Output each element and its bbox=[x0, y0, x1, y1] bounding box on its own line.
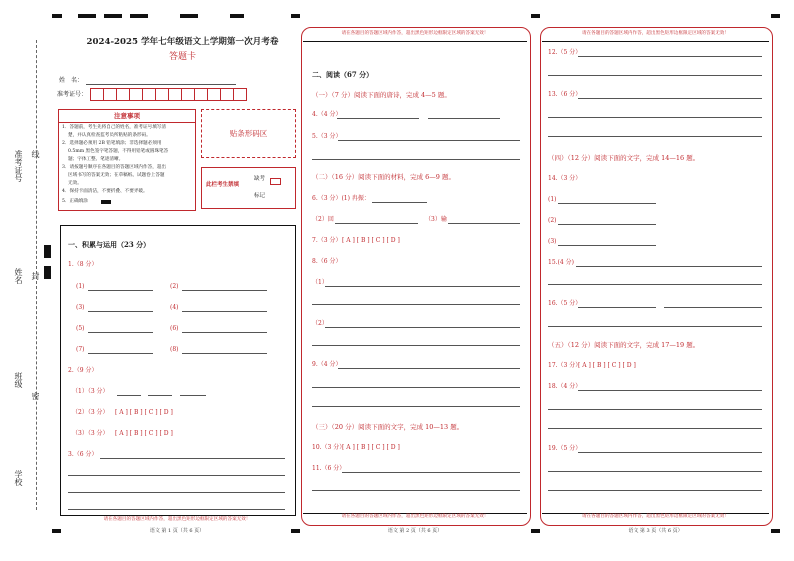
exam-flag-label: 此栏考生禁填 bbox=[206, 182, 240, 188]
q6-3-answer-line[interactable] bbox=[448, 223, 520, 224]
q5-answer-line[interactable] bbox=[312, 159, 520, 160]
q4-label: 4.（4 分） bbox=[312, 111, 342, 118]
notice-box bbox=[58, 109, 196, 211]
q13-answer-line[interactable] bbox=[578, 98, 762, 99]
q8-2-label: （2） bbox=[312, 320, 328, 327]
page2-warning-bottom: 请在各题目的答题区域内作答，超出黑色矩形边框限定区域的答案无效！ bbox=[341, 514, 489, 519]
q1-label: 1.（8 分） bbox=[68, 261, 98, 268]
q2-1-answer-line[interactable] bbox=[117, 395, 141, 396]
q13-answer-line[interactable] bbox=[548, 136, 762, 137]
q10-label: 10.（3 分） bbox=[312, 444, 346, 451]
q15-label: 15.(4 分) bbox=[548, 259, 574, 266]
timing-mark bbox=[230, 14, 244, 18]
notice-rule: 区域书写的答案无效；在草稿纸、试题卷上答题 bbox=[62, 173, 165, 178]
q1-item-label: (7) bbox=[76, 346, 85, 353]
q17-label: 17.（3 分） bbox=[548, 362, 582, 369]
q2-1-answer-line[interactable] bbox=[180, 395, 206, 396]
exam-flag-box bbox=[201, 167, 296, 209]
q3-answer-line[interactable] bbox=[100, 458, 285, 459]
binding-name-label: 姓名 bbox=[14, 268, 23, 284]
part3-label: （三）（20 分）阅读下面的文字，完成 10—13 题。 bbox=[312, 423, 464, 431]
notice-rule: 0.5mm 黑色签字笔答题，不得用铅笔或圆珠笔答 bbox=[62, 149, 169, 154]
page3-inner-frame bbox=[542, 41, 769, 514]
q12-answer-line[interactable] bbox=[578, 56, 762, 57]
notice-rule: 2．选择题必须用 2B 铅笔填涂；非选择题必须用 bbox=[62, 141, 162, 146]
q1-answer-line[interactable] bbox=[88, 332, 153, 333]
binding-dashed-line bbox=[36, 40, 37, 510]
page-title: 2024-2025 学年七年级语文上学期第一次月考卷 bbox=[86, 37, 279, 47]
timing-mark bbox=[180, 14, 198, 18]
q11-answer-line[interactable] bbox=[312, 490, 520, 491]
q19-label: 19.（5 分） bbox=[548, 445, 582, 452]
timing-mark bbox=[44, 266, 51, 279]
part1-label: （一）（7 分）阅读下面的唐诗，完成 4—5 题。 bbox=[312, 91, 451, 99]
page3-warning-top: 请在各题目的答题区域内作答，超出黑色矩形边框限定区域的答案无效！ bbox=[581, 31, 729, 36]
q7-choices[interactable]: [ A ] [ B ] [ C ] [ D ] bbox=[342, 237, 400, 244]
timing-mark bbox=[104, 14, 122, 18]
q9-answer-line[interactable] bbox=[338, 368, 520, 369]
q3-answer-line[interactable] bbox=[68, 509, 285, 510]
notice-rule: 无效。 bbox=[62, 181, 82, 186]
timing-mark bbox=[130, 14, 148, 18]
q13-label: 13.（6 分） bbox=[548, 91, 582, 98]
section2-title: 二、阅读（67 分） bbox=[312, 70, 374, 79]
q19-answer-line[interactable] bbox=[548, 490, 762, 491]
timing-mark bbox=[771, 529, 780, 533]
notice-rule: 5．正确填涂 bbox=[62, 199, 88, 204]
q14-item-label: (1) bbox=[548, 196, 557, 203]
q2-label: 2.（9 分） bbox=[68, 367, 98, 374]
notice-rule: 3．请按题号顺序在各题目的答题区域内作答，超出 bbox=[62, 165, 166, 170]
name-field[interactable] bbox=[86, 84, 236, 85]
q16-answer-line[interactable] bbox=[548, 326, 762, 327]
q2-2-label: （2）（3 分） bbox=[72, 409, 109, 416]
binding-class-label: 班级 bbox=[14, 372, 23, 388]
q1-item-label: (4) bbox=[170, 304, 179, 311]
q1-item-label: (2) bbox=[170, 283, 179, 290]
q11-answer-line[interactable] bbox=[342, 472, 520, 473]
q18-answer-line[interactable] bbox=[578, 390, 762, 391]
q6-2-answer-line[interactable] bbox=[335, 223, 418, 224]
page3-footer: 语文 第 3 页（共 6 页） bbox=[628, 528, 683, 534]
q9-label: 9.（4 分） bbox=[312, 361, 342, 368]
notice-rule: 题；字体工整、笔迹清晰。 bbox=[62, 157, 124, 162]
q8-2-answer-line[interactable] bbox=[325, 327, 520, 328]
q1-answer-line[interactable] bbox=[88, 290, 153, 291]
page3-warning-bottom: 请在各题目的答题区域内作答，超出黑色矩形边框限定区域的答案无效！ bbox=[581, 514, 729, 519]
binding-mi-label: 密 bbox=[31, 392, 40, 400]
page1-warning: 请在各题目的答题区域内作答，超出黑色矩形边框限定区域的答案无效！ bbox=[103, 517, 251, 522]
q6-3-label: （3）输 bbox=[425, 216, 447, 223]
q1-item-label: (5) bbox=[76, 325, 85, 332]
q2-1-label: （1）（3 分） bbox=[72, 388, 109, 395]
q14-item-label: (2) bbox=[548, 217, 557, 224]
section1-title: 一、积累与运用（23 分） bbox=[68, 240, 151, 249]
notice-rule: 1．答题前，考生先将自己的姓名，准考证号填写清 bbox=[62, 125, 166, 130]
q6-2-label: （2）回 bbox=[312, 216, 334, 223]
q6-1-answer-line[interactable] bbox=[372, 202, 427, 203]
q9-answer-line[interactable] bbox=[312, 406, 520, 407]
binding-school-label: 学校 bbox=[14, 470, 23, 486]
timing-mark bbox=[291, 14, 300, 18]
q1-item-label: (1) bbox=[76, 283, 85, 290]
q1-answer-line[interactable] bbox=[88, 311, 153, 312]
q1-answer-line[interactable] bbox=[182, 353, 267, 354]
q4-answer-line[interactable] bbox=[337, 118, 419, 119]
ticket-label: 准考证号： bbox=[57, 91, 88, 98]
q10-choices[interactable]: [ A ] [ B ] [ C ] [ D ] bbox=[342, 444, 400, 451]
q1-item-label: (6) bbox=[170, 325, 179, 332]
q12-answer-line[interactable] bbox=[548, 75, 762, 76]
timing-mark bbox=[771, 14, 780, 18]
binding-line-label: 线 bbox=[31, 150, 40, 158]
q1-answer-line[interactable] bbox=[182, 290, 267, 291]
q17-choices[interactable]: [ A ] [ B ] [ C ] [ D ] bbox=[578, 362, 636, 369]
q18-answer-line[interactable] bbox=[548, 428, 762, 429]
page2-warning-top: 请在各题目的答题区域内作答，超出黑色矩形边框限定区域的答案无效！ bbox=[341, 31, 489, 36]
q1-item-label: (3) bbox=[76, 304, 85, 311]
timing-mark bbox=[78, 14, 96, 18]
barcode-area: 贴条形码区 bbox=[201, 109, 296, 158]
q1-answer-line[interactable] bbox=[182, 311, 267, 312]
q14-item-label: (3) bbox=[548, 238, 557, 245]
page-subtitle: 答题卡 bbox=[168, 52, 196, 62]
part2-label: （二）（16 分）阅读下面的材料，完成 6—9 题。 bbox=[312, 173, 455, 181]
binding-ticket-label: 准考证号 bbox=[14, 150, 23, 182]
timing-mark bbox=[52, 14, 62, 18]
q15-answer-line[interactable] bbox=[576, 266, 762, 267]
q19-answer-line[interactable] bbox=[578, 452, 762, 453]
q2-1-answer-line[interactable] bbox=[148, 395, 172, 396]
q3-label: 3.（6 分） bbox=[68, 451, 98, 458]
q12-label: 12.（5 分） bbox=[548, 49, 582, 56]
ticket-number-boxes[interactable] bbox=[90, 88, 247, 101]
part4-label: （四）（12 分）阅读下面的文字，完成 14—16 题。 bbox=[548, 154, 700, 162]
q8-2-answer-line[interactable] bbox=[312, 345, 520, 346]
binding-seal-label: 封 bbox=[31, 272, 40, 280]
q2-3-choices[interactable]: [ A ] [ B ] [ C ] [ D ] bbox=[115, 430, 173, 437]
page1-footer: 语文 第 1 页（共 6 页） bbox=[149, 528, 205, 534]
name-label: 姓 名： bbox=[59, 77, 84, 84]
q2-2-choices[interactable]: [ A ] [ B ] [ C ] [ D ] bbox=[115, 409, 173, 416]
q2-3-label: （3）（3 分） bbox=[72, 430, 109, 437]
q3-answer-line[interactable] bbox=[68, 492, 285, 493]
q14-answer-line[interactable] bbox=[558, 224, 656, 225]
q8-1-answer-line[interactable] bbox=[325, 286, 520, 287]
q14-answer-line[interactable] bbox=[558, 245, 656, 246]
q14-answer-line[interactable] bbox=[558, 203, 656, 204]
q1-answer-line[interactable] bbox=[88, 353, 153, 354]
timing-mark bbox=[44, 245, 51, 258]
notice-rule: 楚，并认真检查监考员所粘贴的条形码。 bbox=[62, 133, 151, 138]
q16-answer-line[interactable] bbox=[578, 307, 656, 308]
q15-answer-line[interactable] bbox=[548, 284, 762, 285]
q1-answer-line[interactable] bbox=[182, 332, 267, 333]
q13-answer-line[interactable] bbox=[548, 117, 762, 118]
part5-label: （五）（12 分）阅读下面的文字，完成 17—19 题。 bbox=[548, 341, 700, 349]
page2-footer: 语文 第 2 页（共 6 页） bbox=[387, 528, 443, 534]
timing-mark bbox=[531, 529, 540, 533]
q5-answer-line[interactable] bbox=[338, 140, 520, 141]
mark-label: 标记 bbox=[254, 193, 266, 199]
q18-answer-line[interactable] bbox=[548, 409, 762, 410]
notice-rule: 4．保持卡面清洁，不要折叠、不要弄破。 bbox=[62, 189, 148, 194]
q1-item-label: (8) bbox=[170, 346, 179, 353]
q5-label: 5.（3 分） bbox=[312, 133, 342, 140]
q8-1-label: （1） bbox=[312, 279, 328, 286]
q8-label: 8.（6 分） bbox=[312, 258, 342, 265]
notice-title: 注意事项 bbox=[114, 112, 140, 120]
timing-mark bbox=[531, 14, 540, 18]
fill-sample-mark bbox=[101, 200, 111, 204]
q9-answer-line[interactable] bbox=[312, 387, 520, 388]
q11-label: 11.（6 分） bbox=[312, 465, 346, 472]
q18-label: 18.（4 分） bbox=[548, 383, 582, 390]
missing-label: 缺考 bbox=[254, 176, 266, 182]
q8-1-answer-line[interactable] bbox=[312, 304, 520, 305]
q6-label: 6.（3 分）(1) 冉振： bbox=[312, 195, 370, 202]
q16-label: 16.（5 分） bbox=[548, 300, 582, 307]
q14-label: 14.（3 分） bbox=[548, 175, 582, 182]
q3-answer-line[interactable] bbox=[68, 475, 285, 476]
q19-answer-line[interactable] bbox=[548, 471, 762, 472]
missing-checkbox[interactable] bbox=[270, 178, 281, 185]
q16-answer-line[interactable] bbox=[664, 307, 762, 308]
q7-label: 7.（3 分） bbox=[312, 237, 342, 244]
q4-answer-line[interactable] bbox=[428, 118, 500, 119]
